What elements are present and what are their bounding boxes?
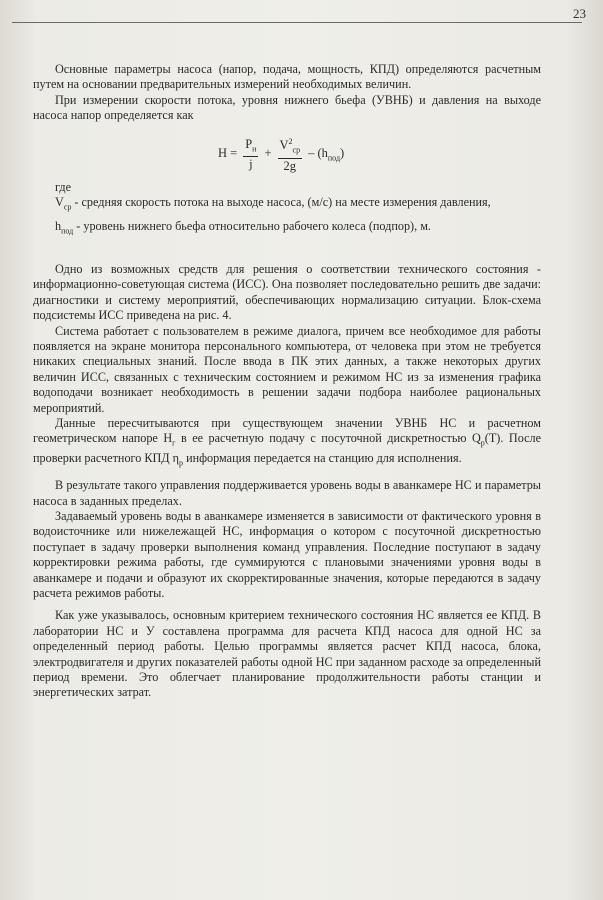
formula-frac1-num-sub: н — [252, 144, 257, 154]
def1-symbol: V — [55, 195, 64, 209]
paragraph-efficiency: Как уже указывалось, основным критерием технического состояния НС является ее КПД. В лаборатории НС и У составлена программа для расчета КПД насоса для одной НС за определенный период работы. Целью программы является расчет КПД насоса, блока, электродвигателя и других показателей работы одной НС при заданном расходе за определенный период времени. Это облегчает планирование продолжительности работы станции и энергетических затрат. — [33, 608, 541, 700]
def1-sub: ср — [63, 202, 72, 212]
formula-frac2-den: 2g — [283, 158, 297, 173]
p3-a: Данные пересчитываются при существующем значении УВНБ НС и расчетном геометрическом напоре Н — [33, 416, 541, 446]
body-block — [33, 262, 541, 701]
formula-frac1-num: P — [245, 136, 253, 151]
def2-sub: под — [61, 226, 74, 236]
definition-level — [55, 219, 541, 239]
where-label: где — [55, 180, 72, 194]
head-formula — [218, 135, 344, 173]
paragraph-level: Задаваемый уровень воды в аванкамере изменяется в зависимости от фактического уровня в водоисточнике или нижележащей НС, информация о котором с посуточной дискретностью поступает в задачу проверки выполнения команд управления. Последние поступают в задачу корректировки режима работы, где суммируются с плановыми значениями уровня воды в аванкамере и подачи и образуют их скорректированные значения, которые передаются в задачу расчета режимов работы. — [33, 508, 541, 600]
formula-plus: + — [264, 146, 272, 161]
p3-d: информация передается на станцию для исполнения. — [183, 451, 462, 466]
page-number: 23 — [573, 6, 586, 21]
paragraph-recalc — [33, 416, 541, 471]
formula-tail — [308, 146, 344, 163]
formula-frac2-num-sup: 2 — [288, 137, 293, 146]
formula-fraction-pressure — [243, 137, 258, 172]
p3-sub2: р — [480, 438, 485, 448]
formula-frac1-den: j — [249, 157, 253, 172]
definition-velocity — [55, 195, 541, 215]
p3-sub3: р — [179, 458, 184, 468]
intro-block — [33, 62, 541, 124]
formula-lhs: H = — [218, 146, 238, 161]
formula-frac2-num-sub: ср — [292, 145, 301, 155]
formula-fraction-velocity — [278, 135, 303, 173]
def2-text: - уровень нижнего бьефа относительно рабочего колеса (подпор), м. — [73, 218, 431, 233]
formula-frac2-num: V — [279, 138, 289, 153]
formula-tail-text: – (h — [308, 145, 328, 160]
formula-tail-sub: под — [327, 153, 341, 163]
paragraph-iss: Одно из возможных средств для решения о соответствии технического состояния - информационно-советующая система (ИСС). Она позволяет последовательно решить две задачи: диагностики и систему мероприятий, обеспечивающих нормализацию ситуации. Блок-схема подсистемы ИСС приведена на рис. 4. — [33, 262, 541, 323]
paragraph-dialog: Система работает с пользователем в режиме диалога, причем все необходимое для работы появляется на экране монитора персонального компьютера, от человека при этом не требуется никаких специальных знаний. После ввода в ПК этих данных, а также некоторых других величин ИСС, связанных с техническим состоянием и режимом НС из за изменения графика водоподачи возникает необходимость в решении задачи подбора наиболее рациональных мероприятий. — [33, 323, 541, 415]
def1-text: - средняя скорость потока на выходе насоса, (м/с) на месте измерения давления, — [71, 195, 491, 209]
p3-b: в ее расчетную подачу с посуточной дискретностью Q — [175, 431, 481, 446]
intro-paragraph-2: При измерении скорости потока, уровня нижнего бьефа (УВНБ) и давления на выходе насоса напор определяется как — [33, 92, 541, 123]
p3-sub1: г — [172, 438, 176, 448]
formula-tail-close: ) — [340, 145, 345, 160]
intro-paragraph-1: Основные параметры насоса (напор, подача, мощность, КПД) определяются расчетным путем на основании предварительных измерений необходимых величин. — [33, 62, 541, 92]
paragraph-control: В результате такого управления поддерживается уровень воды в аванкамере НС и параметры насоса в заданных пределах. — [33, 478, 541, 508]
p3-c: (Т). После проверки расчетного КПД η — [33, 431, 542, 466]
header-rule — [12, 22, 582, 23]
definitions — [55, 195, 541, 243]
def2-symbol: h — [55, 218, 62, 233]
